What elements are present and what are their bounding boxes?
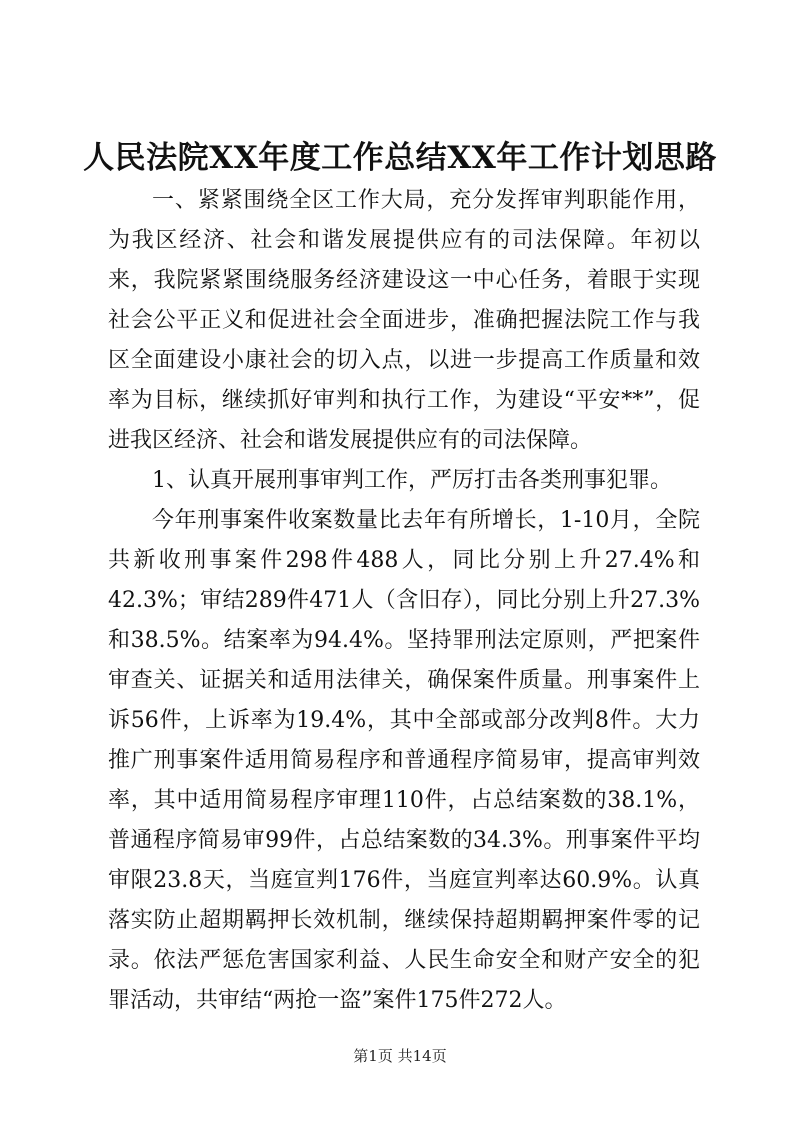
page-footer: 第1页 共14页 [353, 1047, 447, 1065]
paragraph-1: 一、紧紧围绕全区工作大局，充分发挥审判职能作用，为我区经济、社会和谐发展提供应有的司法保障。年初以来，我院紧紧围绕服务经济建设这一中心任务，着眼于实现社会公平正义和促进社会全面进步，准确把握法院工作与我区全面建设小康社会的切入点，以进一步提高工作质量和效率为目标，继续抓好审判和执行工作，为建设“平安**”，促进我区经济、社会和谐发展提供应有的司法保障。 [108, 188, 700, 453]
document-body [108, 181, 700, 1021]
document-title: 人民法院XX年度工作总结XX年工作计划思路 [83, 140, 717, 176]
paragraph-3: 今年刑事案件收案数量比去年有所增长，1-10月，全院共新收刑事案件298件488人，同比分别上升27.4%和42.3%；审结289件471人（含旧存），同比分别上升27.3%和38.5%。结案率为94.4%。坚持罪刑法定原则，严把案件审查关、证据关和适用法律关，确保案件质量。刑事案件上诉56件，上诉率为19.4%，其中全部或部分改判8件。大力推广刑事案件适用简易程序和普通程序简易审，提高审判效率，其中适用简易程序审理110件，占总结案数的38.1%，普通程序简易审99件，占总结案数的34.3%。刑事案件平均审限23.8天，当庭宣判176件，当庭宣判率达60.9%。认真落实防止超期羁押长效机制，继续保持超期羁押案件零的记录。依法严惩危害国家利益、人民生命安全和财产安全的犯罪活动，共审结“两抢一盗”案件175件272人。 [108, 508, 700, 1013]
paragraph-2: 1、认真开展刑事审判工作，严厉打击各类刑事犯罪。 [152, 468, 672, 493]
